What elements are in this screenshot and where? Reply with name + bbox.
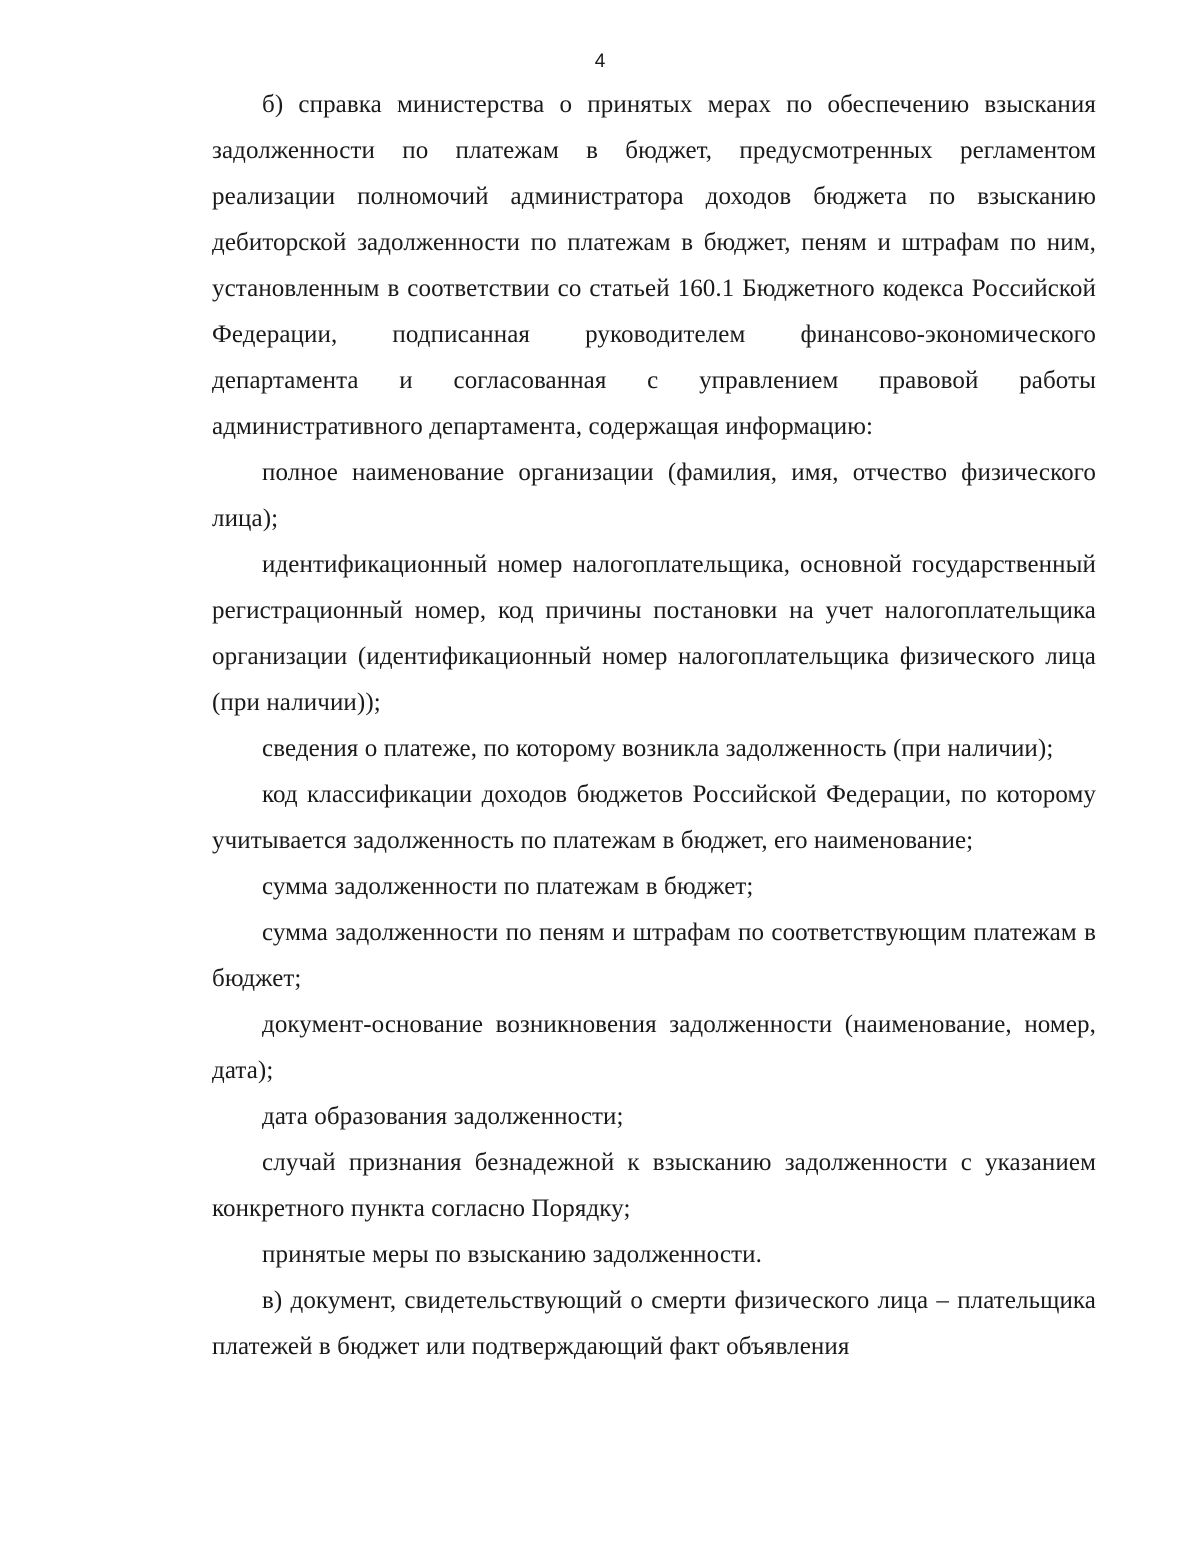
paragraph-payment-info: сведения о платеже, по которому возникла задолженность (при наличии); [262,735,1054,762]
paragraph-b-certificate: б) справка министерства о принятых мерах по обеспечению взыскания задолженности по платежам в бюджет, предусмотренных регламентом реализации полномочий администратора доходов бюджета по взысканию дебиторской задолженности по платежам в бюджет, пеням и штрафам по ним, установленным в соответствии со статьей 160.1 Бюджетного кодекса Российской Федерации, подписанная руководителем финансово-экономического департамента и согласованная с управлением правовой работы административного департамента, содержащая информацию: [212,91,1096,440]
document-body [212,82,1096,1370]
page-number: 4 [594,51,606,72]
paragraph-taxpayer-ids: идентификационный номер налогоплательщика, основной государственный регистрационный номер, код причины постановки на учет налогоплательщика организации (идентификационный номер налогоплательщика физического лица (при наличии)); [212,551,1096,716]
paragraph-organization-name: полное наименование организации (фамилия, имя, отчество физического лица); [212,459,1096,532]
paragraph-measures-taken: принятые меры по взысканию задолженности. [262,1241,762,1268]
paragraph-penalty-amount: сумма задолженности по пеням и штрафам по соответствующим платежам в бюджет; [212,919,1096,992]
paragraph-hopeless-case: случай признания безнадежной к взысканию задолженности с указанием конкретного пункта согласно Порядку; [212,1149,1096,1222]
paragraph-debt-date: дата образования задолженности; [262,1103,624,1130]
paragraph-basis-document: документ-основание возникновения задолженности (наименование, номер, дата); [212,1011,1096,1084]
paragraph-v-death-document: в) документ, свидетельствующий о смерти физического лица – плательщика платежей в бюджет или подтверждающий факт объявления [212,1287,1096,1360]
paragraph-income-code: код классификации доходов бюджетов Российской Федерации, по которому учитывается задолженность по платежам в бюджет, его наименование; [212,781,1096,854]
paragraph-debt-amount: сумма задолженности по платежам в бюджет; [262,873,754,900]
